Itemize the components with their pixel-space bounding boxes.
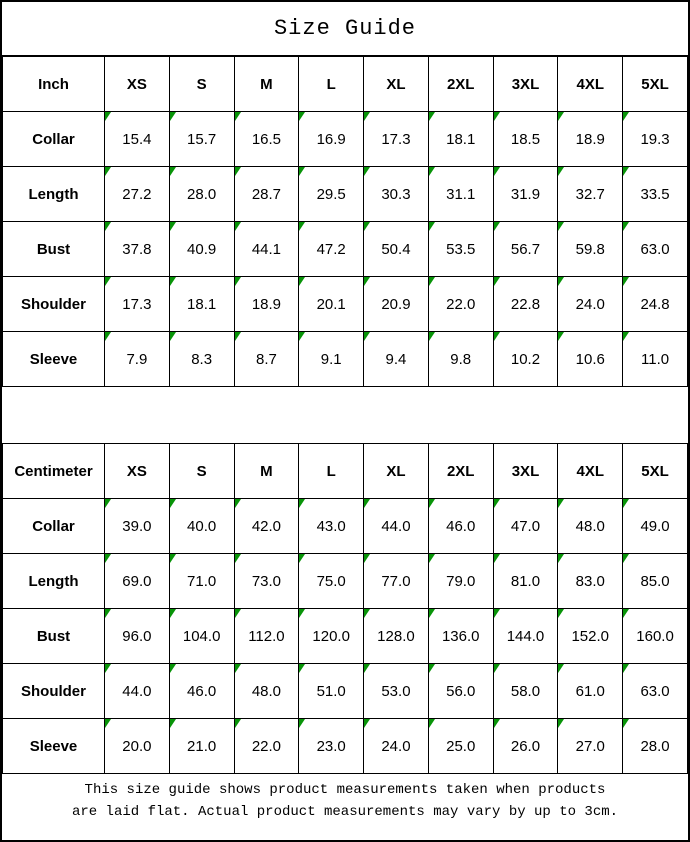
unit-header: Inch [3,57,105,112]
measurement-cell: 61.0 [558,664,623,719]
cell-corner-marker-icon [558,112,564,121]
measurement-cell: 32.7 [558,167,623,222]
measurement-cell: 11.0 [623,332,688,387]
measurement-cell: 46.0 [428,499,493,554]
cell-corner-marker-icon [494,609,500,618]
cell-corner-marker-icon [429,499,435,508]
cell-corner-marker-icon [623,332,629,341]
measurement-cell: 39.0 [105,499,170,554]
size-column-header: L [299,444,364,499]
cell-corner-marker-icon [170,277,176,286]
cell-corner-marker-icon [299,167,305,176]
cell-corner-marker-icon [558,499,564,508]
measurement-cell: 85.0 [623,554,688,609]
measurement-cell: 10.2 [493,332,558,387]
cell-corner-marker-icon [364,499,370,508]
cell-corner-marker-icon [558,609,564,618]
cell-corner-marker-icon [105,664,111,673]
cell-corner-marker-icon [429,332,435,341]
cell-corner-marker-icon [170,554,176,563]
measurement-cell: 136.0 [428,609,493,664]
measurement-cell: 44.0 [364,499,429,554]
row-label: Shoulder [3,664,105,719]
measurement-cell: 43.0 [299,499,364,554]
measurement-cell: 21.0 [169,719,234,774]
row-label: Bust [3,222,105,277]
measurement-cell: 30.3 [364,167,429,222]
measurement-cell: 24.0 [558,277,623,332]
cell-corner-marker-icon [170,719,176,728]
measurement-row [3,112,688,167]
footer-note-line1: This size guide shows product measurements taken when products [84,781,606,798]
cell-corner-marker-icon [170,222,176,231]
cell-corner-marker-icon [170,167,176,176]
cell-corner-marker-icon [558,222,564,231]
size-column-header: 2XL [428,57,493,112]
row-label: Sleeve [3,719,105,774]
cell-corner-marker-icon [494,332,500,341]
measurement-cell: 18.1 [169,277,234,332]
cell-corner-marker-icon [494,222,500,231]
size-column-header: XS [105,57,170,112]
measurement-cell: 48.0 [558,499,623,554]
measurement-row [3,222,688,277]
measurement-cell: 120.0 [299,609,364,664]
cell-corner-marker-icon [623,277,629,286]
measurement-cell: 17.3 [105,277,170,332]
cell-corner-marker-icon [105,277,111,286]
measurement-cell: 44.0 [105,664,170,719]
measurement-cell: 56.0 [428,664,493,719]
cell-corner-marker-icon [299,332,305,341]
measurement-cell: 10.6 [558,332,623,387]
cell-corner-marker-icon [494,499,500,508]
size-column-header: 2XL [428,444,493,499]
cell-corner-marker-icon [494,554,500,563]
measurement-cell: 15.7 [169,112,234,167]
measurement-cell: 56.7 [493,222,558,277]
cell-corner-marker-icon [494,277,500,286]
cell-corner-marker-icon [235,609,241,618]
cell-corner-marker-icon [623,664,629,673]
measurement-cell: 59.8 [558,222,623,277]
cell-corner-marker-icon [364,719,370,728]
cell-corner-marker-icon [105,499,111,508]
size-column-header: 5XL [623,444,688,499]
measurement-cell: 71.0 [169,554,234,609]
measurement-cell: 15.4 [105,112,170,167]
cell-corner-marker-icon [170,112,176,121]
row-label: Bust [3,609,105,664]
cell-corner-marker-icon [623,609,629,618]
cell-corner-marker-icon [429,554,435,563]
measurement-cell: 22.8 [493,277,558,332]
measurement-cell: 28.0 [623,719,688,774]
measurement-cell: 18.9 [558,112,623,167]
cell-corner-marker-icon [623,554,629,563]
measurement-cell: 18.5 [493,112,558,167]
row-label: Sleeve [3,332,105,387]
measurement-cell: 17.3 [364,112,429,167]
size-column-header: S [169,57,234,112]
cell-corner-marker-icon [299,664,305,673]
cell-corner-marker-icon [235,664,241,673]
size-header-row [3,444,688,499]
measurement-cell: 47.0 [493,499,558,554]
cell-corner-marker-icon [170,609,176,618]
cell-corner-marker-icon [623,719,629,728]
cell-corner-marker-icon [105,112,111,121]
cell-corner-marker-icon [623,222,629,231]
cell-corner-marker-icon [235,719,241,728]
cell-corner-marker-icon [170,499,176,508]
measurement-cell: 77.0 [364,554,429,609]
cell-corner-marker-icon [558,167,564,176]
measurement-cell: 51.0 [299,664,364,719]
measurement-cell: 49.0 [623,499,688,554]
cell-corner-marker-icon [170,664,176,673]
size-column-header: L [299,57,364,112]
measurement-cell: 53.5 [428,222,493,277]
measurement-cell: 8.7 [234,332,299,387]
measurement-cell: 69.0 [105,554,170,609]
measurement-row [3,499,688,554]
measurement-cell: 22.0 [428,277,493,332]
cell-corner-marker-icon [105,222,111,231]
cell-corner-marker-icon [429,719,435,728]
measurement-row [3,167,688,222]
measurement-cell: 96.0 [105,609,170,664]
cell-corner-marker-icon [623,112,629,121]
measurement-cell: 75.0 [299,554,364,609]
measurement-cell: 19.3 [623,112,688,167]
measurement-cell: 20.1 [299,277,364,332]
measurement-cell: 20.0 [105,719,170,774]
measurement-cell: 26.0 [493,719,558,774]
measurement-cell: 112.0 [234,609,299,664]
measurement-cell: 63.0 [623,664,688,719]
cell-corner-marker-icon [299,499,305,508]
inch-size-table [2,56,688,387]
measurement-row [3,719,688,774]
measurement-cell: 83.0 [558,554,623,609]
measurement-cell: 9.8 [428,332,493,387]
measurement-cell: 50.4 [364,222,429,277]
size-column-header: 4XL [558,57,623,112]
measurement-cell: 44.1 [234,222,299,277]
cell-corner-marker-icon [623,167,629,176]
measurement-cell: 40.0 [169,499,234,554]
measurement-cell: 53.0 [364,664,429,719]
cell-corner-marker-icon [105,719,111,728]
measurement-cell: 42.0 [234,499,299,554]
cell-corner-marker-icon [299,609,305,618]
cm-size-table [2,443,688,774]
cell-corner-marker-icon [364,167,370,176]
cell-corner-marker-icon [623,499,629,508]
size-column-header: 4XL [558,444,623,499]
cell-corner-marker-icon [429,112,435,121]
measurement-cell: 28.7 [234,167,299,222]
row-label: Shoulder [3,277,105,332]
cell-corner-marker-icon [235,332,241,341]
measurement-cell: 8.3 [169,332,234,387]
cell-corner-marker-icon [429,167,435,176]
size-column-header: 3XL [493,444,558,499]
cell-corner-marker-icon [364,112,370,121]
measurement-cell: 160.0 [623,609,688,664]
row-label: Collar [3,499,105,554]
cell-corner-marker-icon [558,719,564,728]
cell-corner-marker-icon [558,332,564,341]
footer-note [2,774,688,829]
cell-corner-marker-icon [105,167,111,176]
cell-corner-marker-icon [558,554,564,563]
cell-corner-marker-icon [364,664,370,673]
measurement-cell: 73.0 [234,554,299,609]
cell-corner-marker-icon [105,554,111,563]
cell-corner-marker-icon [299,222,305,231]
cell-corner-marker-icon [299,277,305,286]
cell-corner-marker-icon [299,554,305,563]
table-spacer [2,387,688,443]
cell-corner-marker-icon [299,112,305,121]
page-title: Size Guide [2,2,688,56]
unit-header: Centimeter [3,444,105,499]
cell-corner-marker-icon [494,664,500,673]
measurement-cell: 144.0 [493,609,558,664]
measurement-cell: 29.5 [299,167,364,222]
size-column-header: 5XL [623,57,688,112]
measurement-cell: 63.0 [623,222,688,277]
measurement-cell: 79.0 [428,554,493,609]
cell-corner-marker-icon [235,554,241,563]
measurement-row [3,277,688,332]
measurement-row [3,664,688,719]
measurement-cell: 46.0 [169,664,234,719]
cell-corner-marker-icon [170,332,176,341]
measurement-cell: 7.9 [105,332,170,387]
size-column-header: M [234,57,299,112]
cell-corner-marker-icon [299,719,305,728]
measurement-cell: 58.0 [493,664,558,719]
measurement-cell: 48.0 [234,664,299,719]
size-column-header: M [234,444,299,499]
cell-corner-marker-icon [494,167,500,176]
cell-corner-marker-icon [235,499,241,508]
size-column-header: 3XL [493,57,558,112]
cell-corner-marker-icon [235,277,241,286]
measurement-cell: 23.0 [299,719,364,774]
row-label: Length [3,554,105,609]
measurement-cell: 22.0 [234,719,299,774]
measurement-cell: 18.9 [234,277,299,332]
cell-corner-marker-icon [235,167,241,176]
measurement-cell: 24.8 [623,277,688,332]
cell-corner-marker-icon [105,609,111,618]
measurement-cell: 31.9 [493,167,558,222]
size-column-header: XL [364,444,429,499]
cell-corner-marker-icon [364,554,370,563]
measurement-cell: 9.1 [299,332,364,387]
size-column-header: XS [105,444,170,499]
measurement-cell: 104.0 [169,609,234,664]
cell-corner-marker-icon [558,664,564,673]
size-header-row [3,57,688,112]
measurement-cell: 47.2 [299,222,364,277]
cell-corner-marker-icon [364,277,370,286]
measurement-cell: 28.0 [169,167,234,222]
measurement-cell: 16.9 [299,112,364,167]
measurement-cell: 128.0 [364,609,429,664]
cell-corner-marker-icon [235,222,241,231]
cell-corner-marker-icon [494,719,500,728]
cell-corner-marker-icon [429,664,435,673]
cell-corner-marker-icon [429,609,435,618]
measurement-cell: 27.2 [105,167,170,222]
cell-corner-marker-icon [105,332,111,341]
size-column-header: S [169,444,234,499]
cell-corner-marker-icon [429,222,435,231]
cell-corner-marker-icon [558,277,564,286]
footer-note-line2: are laid flat. Actual product measurements may vary by up to 3cm. [71,803,619,820]
measurement-row [3,332,688,387]
measurement-cell: 40.9 [169,222,234,277]
cell-corner-marker-icon [494,112,500,121]
measurement-cell: 20.9 [364,277,429,332]
measurement-cell: 16.5 [234,112,299,167]
measurement-cell: 27.0 [558,719,623,774]
cell-corner-marker-icon [364,609,370,618]
row-label: Length [3,167,105,222]
cell-corner-marker-icon [364,332,370,341]
measurement-cell: 37.8 [105,222,170,277]
size-column-header: XL [364,57,429,112]
row-label: Collar [3,112,105,167]
cell-corner-marker-icon [364,222,370,231]
measurement-row [3,609,688,664]
measurement-cell: 152.0 [558,609,623,664]
measurement-cell: 18.1 [428,112,493,167]
measurement-cell: 31.1 [428,167,493,222]
measurement-cell: 33.5 [623,167,688,222]
cell-corner-marker-icon [235,112,241,121]
measurement-cell: 24.0 [364,719,429,774]
measurement-cell: 81.0 [493,554,558,609]
cell-corner-marker-icon [429,277,435,286]
measurement-cell: 25.0 [428,719,493,774]
measurement-cell: 9.4 [364,332,429,387]
measurement-row [3,554,688,609]
